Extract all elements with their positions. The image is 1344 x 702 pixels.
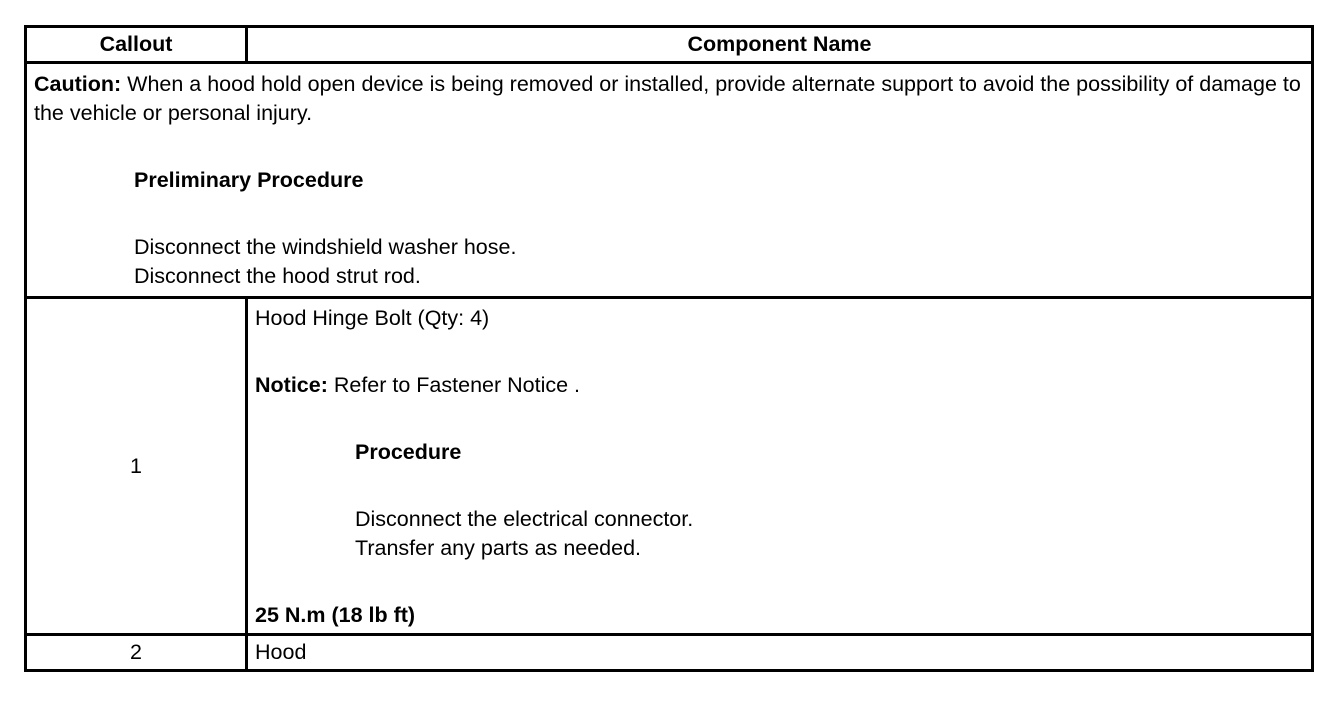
caution-text: When a hood hold open device is being removed or installed, provide alternate support to avoid the possibility of damage to the vehicle or personal injury. xyxy=(34,72,1301,125)
preliminary-step: Disconnect the windshield washer hose. xyxy=(134,235,517,259)
torque-spec: 25 N.m (18 lb ft) xyxy=(255,603,416,627)
caution-row xyxy=(26,63,1313,298)
table-row xyxy=(26,635,1313,671)
component-name: Hood Hinge Bolt (Qty: 4) xyxy=(255,306,490,330)
preliminary-step: Disconnect the hood strut rod. xyxy=(134,264,421,288)
caution-cell xyxy=(26,63,1313,298)
notice-text: Refer to Fastener Notice . xyxy=(327,373,581,397)
callout-header: Callout xyxy=(26,27,247,63)
header-row xyxy=(26,27,1313,63)
component-table xyxy=(24,25,1314,672)
table-row xyxy=(26,298,1313,635)
component-name: Hood xyxy=(247,635,1313,671)
notice-label: Notice: xyxy=(255,373,328,397)
procedure-step: Transfer any parts as needed. xyxy=(355,536,642,560)
preliminary-heading: Preliminary Procedure xyxy=(134,168,364,192)
caution-paragraph xyxy=(34,70,1311,128)
procedure-heading: Procedure xyxy=(355,440,462,464)
callout-number: 1 xyxy=(26,298,247,635)
component-name-header: Component Name xyxy=(247,27,1313,63)
procedure-step: Disconnect the electrical connector. xyxy=(355,507,694,531)
component-detail-cell xyxy=(247,298,1313,635)
caution-label: Caution: xyxy=(34,72,122,96)
notice-paragraph xyxy=(255,371,1311,400)
callout-number: 2 xyxy=(26,635,247,671)
